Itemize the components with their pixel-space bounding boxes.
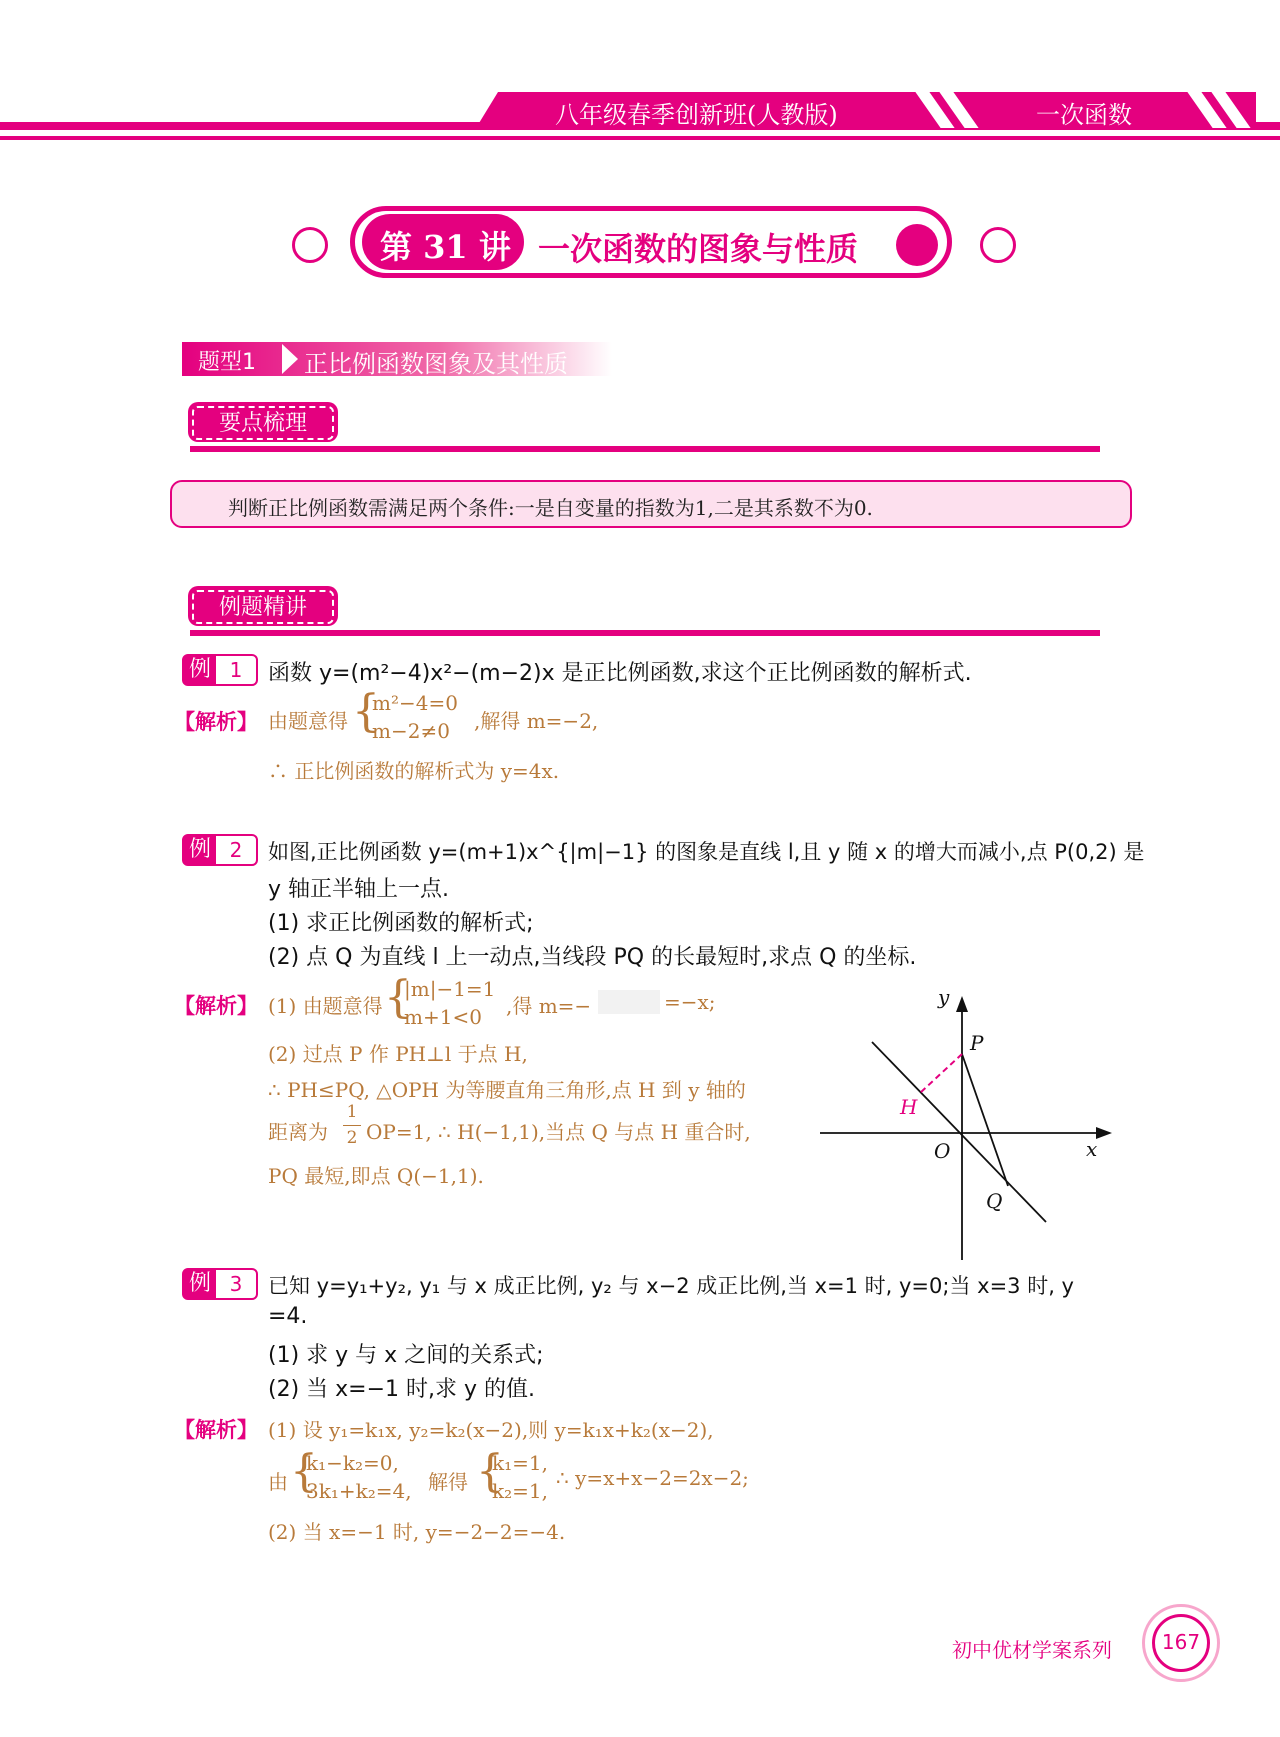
example-2-line3: ∴ PH≤PQ, △OPH 为等腰直角三角形,点 H 到 y 轴的	[268, 1078, 746, 1102]
example-3-question-line1: 已知 y=y₁+y₂, y₁ 与 x 成正比例, y₂ 与 x−2 成正比例,当 x=1 时, y=0;当 x=3 时, y	[268, 1274, 1074, 1298]
example-3-l2c: ∴ y=x+x−2=2x−2;	[556, 1466, 749, 1490]
example-number: 2	[229, 838, 243, 862]
examples-rule	[190, 630, 1100, 636]
origin-label: O	[934, 1139, 951, 1163]
example-2-p1-intro: (1) 由题意得	[268, 994, 383, 1018]
page-title: 一次函数的图象与性质	[538, 230, 859, 268]
example-number: 1	[229, 658, 243, 682]
example-1-solution-after: ,解得 m=−2,	[474, 709, 599, 733]
footer-series: 初中优材学案系列	[952, 1638, 1112, 1662]
example-2-question-line1: 如图,正比例函数 y=(m+1)x^{|m|−1} 的图象是直线 l,且 y 随 x 的增大而减小,点 P(0,2) 是	[268, 840, 1145, 864]
example-3-sysB2: k₂=1,	[492, 1479, 548, 1503]
example-2-sys2: m+1<0	[404, 1005, 482, 1029]
example-2-badge	[182, 834, 258, 866]
example-1-brace: {	[352, 686, 380, 737]
header-rule-thin	[0, 136, 1280, 140]
example-3-l2a: 由	[268, 1470, 288, 1494]
example-3-solution-label: 【解析】	[174, 1418, 258, 1442]
example-2-solution-label: 【解析】	[174, 994, 258, 1018]
example-2-sys1: |m|−1=1	[404, 977, 496, 1001]
page-number: 167	[1161, 1630, 1201, 1654]
example-2-p1-after: ,得 m=−	[506, 994, 592, 1018]
example-3-sysB1: k₁=1,	[492, 1451, 548, 1475]
section-type-title: 正比例函数图象及其性质	[304, 350, 568, 378]
example-2-line2: (2) 过点 P 作 PH⊥l 于点 H,	[268, 1042, 528, 1066]
example-1-question: 函数 y=(m²−4)x²−(m−2)x 是正比例函数,求这个正比例函数的解析式.	[268, 661, 972, 686]
key-points-label: 要点梳理	[192, 406, 334, 440]
example-1-solution-intro: 由题意得	[268, 709, 348, 733]
example-3-question-line2: =4.	[268, 1304, 308, 1329]
example-3-badge	[182, 1268, 258, 1300]
example-1-sys1: m²−4=0	[372, 691, 458, 715]
examples-label: 例题精讲	[192, 590, 334, 624]
lecture-number: 第 31 讲	[380, 228, 511, 266]
example-1-badge	[182, 654, 258, 686]
segment-PH	[920, 1054, 962, 1093]
y-label: y	[938, 985, 950, 1009]
example-3-line3: (2) 当 x=−1 时, y=−2−2=−4.	[268, 1520, 566, 1544]
coordinate-figure	[820, 980, 1130, 1270]
example-2-brace: {	[384, 972, 412, 1023]
example-3-brace-a: {	[290, 1446, 318, 1497]
example-2-part2: (2) 点 Q 为直线 l 上一动点,当线段 PQ 的长最短时,求点 Q 的坐标.	[268, 945, 917, 970]
header-course: 八年级春季创新班(人教版)	[555, 101, 838, 129]
fraction-bar	[343, 1125, 361, 1126]
example-prefix: 例	[184, 836, 216, 864]
example-3-sysA1: k₁−k₂=0,	[306, 1451, 399, 1475]
x-label: x	[1086, 1137, 1098, 1161]
point-Q-label: Q	[986, 1189, 1003, 1213]
example-2-line4b: OP=1, ∴ H(−1,1),当点 Q 与点 H 重合时,	[366, 1120, 751, 1144]
title-dot	[896, 224, 938, 266]
example-3-brace-b: {	[476, 1446, 504, 1497]
section-type-label: 题型1	[198, 350, 256, 375]
key-points-rule	[190, 446, 1100, 452]
title-ring-right	[980, 227, 1016, 263]
line-l	[872, 1042, 1046, 1222]
header-subject: 一次函数	[1036, 101, 1132, 129]
example-1-solution-label: 【解析】	[174, 710, 258, 734]
example-2-line4a: 距离为	[268, 1120, 328, 1144]
example-3-line1: (1) 设 y₁=k₁x, y₂=k₂(x−2),则 y=k₁x+k₂(x−2),	[268, 1418, 714, 1442]
example-3-part1: (1) 求 y 与 x 之间的关系式;	[268, 1343, 544, 1368]
example-2-p1-end: =−x;	[664, 990, 716, 1014]
blurred-region	[598, 990, 660, 1014]
example-2-part1: (1) 求正比例函数的解析式;	[268, 911, 534, 936]
fraction-numerator: 1	[346, 1102, 358, 1122]
example-3-part2: (2) 当 x=−1 时,求 y 的值.	[268, 1377, 536, 1402]
key-point-text: 判断正比例函数需满足两个条件:一是自变量的指数为1,二是其系数不为0.	[228, 496, 873, 520]
section-arrow-icon	[282, 344, 298, 374]
example-1-sys2: m−2≠0	[372, 719, 450, 743]
y-axis-arrow-icon	[956, 996, 968, 1012]
x-axis-arrow-icon	[1096, 1127, 1112, 1139]
title-ring-left	[292, 227, 328, 263]
fraction-denominator: 2	[346, 1128, 358, 1148]
example-prefix: 例	[184, 656, 216, 684]
example-2-line5: PQ 最短,即点 Q(−1,1).	[268, 1164, 484, 1188]
segment-PQ	[962, 1054, 1008, 1186]
example-prefix: 例	[184, 1270, 216, 1298]
point-H-label: H	[900, 1095, 918, 1119]
example-number: 3	[229, 1272, 243, 1296]
example-1-solution-line2: ∴ 正比例函数的解析式为 y=4x.	[268, 759, 560, 783]
example-3-sysA2: 3k₁+k₂=4,	[306, 1479, 412, 1503]
example-2-question-line2: y 轴正半轴上一点.	[268, 877, 450, 902]
example-3-l2b: 解得	[428, 1470, 468, 1494]
point-P-label: P	[970, 1031, 984, 1055]
